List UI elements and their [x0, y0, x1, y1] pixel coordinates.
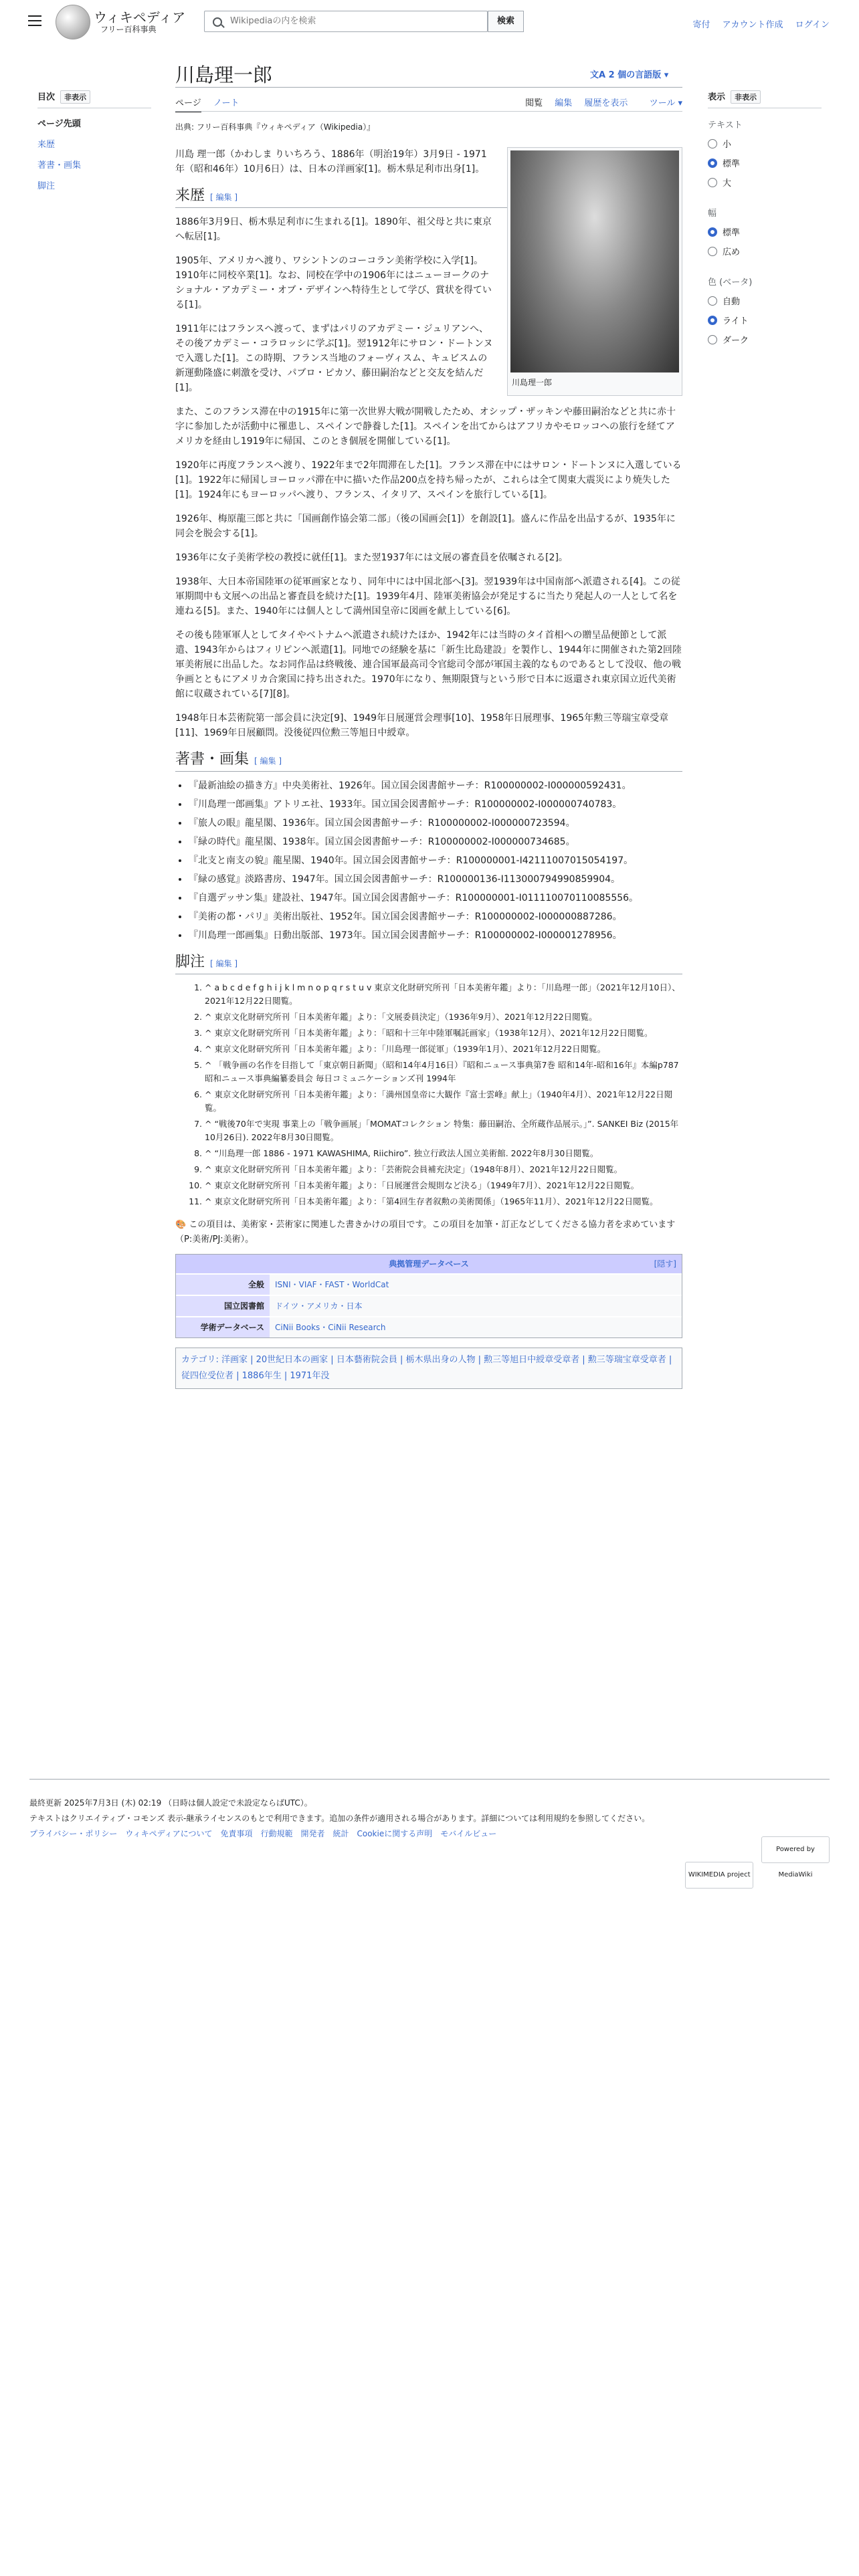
list-item: • 『最新油絵の描き方』中央美術社、1926年。国立国会図書館サーチ：R100000002-I000000592431。: [189, 778, 682, 793]
reference-item: 5. ^ 「戦争画の名作を目指して「東京朝日新聞」（昭和14年4月16日）『昭和ニュース事典第7巻 昭和14年-昭和16年』本編p787 昭和ニュース事典編纂委員会 毎日コミュニケーションズ刊 1994年: [205, 1059, 682, 1085]
appearance-panel: [708, 90, 822, 346]
appearance-header: 表示 非表示: [708, 90, 822, 108]
last-modified: 最終更新 2025年7月3日 (木) 02:19 （日時は個人設定で未設定ならばUTC）。: [29, 1798, 312, 1808]
page-tabs: [175, 96, 682, 108]
infobox: [507, 147, 682, 396]
authority-header: 典拠管理データベース [隠す]: [176, 1255, 682, 1273]
personal-tools: [683, 17, 830, 30]
category-links[interactable]: カテゴリ: 洋画家 | 20世紀日本の画家 | 日本藝術院会員 | 栃木県出身の人物 | 勲三等旭日中綬章受章者 | 勲三等瑞宝章受章者 | 従四位受位者 | 1886年生 | 1971年没: [175, 1348, 682, 1389]
list-item: • 『川島理一郎画集』アトリエ社、1933年。国立国会図書館サーチ：R100000002-I000000740783。: [189, 797, 682, 812]
list-item: • 『緑の時代』龍星閣、1938年。国立国会図書館サーチ：R100000002-I000000734685。: [189, 835, 682, 849]
article-body: [175, 147, 682, 1389]
section-notes: 脚注 [ 編集 ]: [175, 955, 682, 974]
history-paragraph: 1911年にはフランスへ渡って、まずはパリのアカデミー・ジュリアンへ、その後アカデミー・コラロッシに学ぶ[1]。翌1912年にサロン・ドートンヌで入選した[1]。この時期、フランス当地のフォーヴィスム、キュビスムの新運動隆盛に刺激を受け、パブロ・ピカソ、藤田嗣治などと交友を結んだ[1]。: [175, 324, 493, 393]
list-item: • 『美術の都・パリ』美術出版社、1952年。国立国会図書館サーチ：R100000002-I000000887286。: [189, 909, 682, 924]
section-works: 著書・画集 [ 編集 ]: [175, 752, 682, 772]
authority-row: 国立図書館 ドイツ・アメリカ・日本: [176, 1295, 682, 1316]
history-paragraph: 1938年、大日本帝国陸軍の従軍画家となり、同年中には中国北部へ[3]。翌1939年は中国南部へ派遣される[4]。この従軍期間中も文展への出品と審査員を続けた[1]。1939年4月、陸軍美術協会が発足するに当たり発起人の一人として名を連ねる[5]。また、1940年には個人として満州国皇帝に図画を献上している[6]。: [175, 576, 680, 617]
mediawiki-badge[interactable]: Powered by MediaWiki: [761, 1836, 830, 1863]
donate-link[interactable]: 寄付: [692, 20, 710, 30]
reference-item: 10. ^ 東京文化財研究所刊「日本美術年鑑」より：「日展運営会規則など決る」（1949年7月）、2021年12月22日閲覧。: [205, 1179, 682, 1192]
toc-item-works[interactable]: 著書・画集: [37, 160, 82, 171]
footer-links[interactable]: プライバシー・ポリシー ウィキペディアについて 免責事項 行動規範 開発者 統計 Cookieに関する声明 モバイルビュー: [29, 1829, 497, 1838]
page-footer: [29, 1779, 830, 1879]
logo-subtitle: フリー百科事典: [100, 25, 157, 34]
edit-link[interactable]: [ 編集 ]: [254, 756, 282, 766]
tab-page[interactable]: ページ: [175, 98, 201, 112]
radio-text-small[interactable]: 小: [708, 137, 822, 150]
search-button[interactable]: 検索: [488, 11, 524, 32]
history-paragraph: また、このフランス滞在中の1915年に第一次世界大戦が開戦したため、オシップ・ザッキンや藤田嗣治などと共に赤十字に参加したが活動中に罹患し、スペインで静養した[1]。スペインを出てからはアフリカやモロッコへの旅行を経てアメリカを経由し1919年に帰国、このとき個展を開催している[1]。: [175, 407, 676, 447]
reference-item: 7. ^ “戦後70年で実現 事業上の「戦争画展」「MOMATコレクション 特集：藤田嗣治、全所蔵作品展示。」”. SANKEI Biz (2015年10月26日). 2022年8月30日閲覧。: [205, 1117, 682, 1144]
radio-color-auto[interactable]: 自動: [708, 294, 822, 307]
radio-color-dark[interactable]: ダーク: [708, 333, 822, 346]
reference-item: 11. ^ 東京文化財研究所刊「日本美術年鑑」より：「第4回生存者叙勲の美術関係」（1965年11月）、2021年12月22日閲覧。: [205, 1195, 682, 1208]
reference-item: 3. ^ 東京文化財研究所刊「日本美術年鑑」より：「昭和十三年中陸軍嘱託画家」（1938年12月）、2021年12月22日閲覧。: [205, 1027, 682, 1040]
history-paragraph: 1936年に女子美術学校の教授に就任[1]。また翌1937年には文展の審査員を依嘱される[2]。: [175, 552, 568, 563]
search-icon: [213, 17, 222, 27]
toc-hide-button[interactable]: 非表示: [60, 90, 90, 104]
history-paragraph: 1905年、アメリカへ渡り、ワシントンのコーコラン美術学校に入学[1]。1910年に同校卒業[1]。なお、同校在学中の1906年にはニューヨークのナショナル・アカデミー・オブ・デザインへ特待生として学び、賞状を得ている[1]。: [175, 255, 492, 310]
reference-item: 8. ^ “川島理一郎 1886 - 1971 KAWASHIMA, Riichiro”. 独立行政法人国立美術館. 2022年8月30日閲覧。: [205, 1147, 682, 1160]
license-text: テキストはクリエイティブ・コモンズ 表示-継承ライセンスのもとで利用できます。追加の条件が適用される場合があります。詳細については利用規約を参照してください。: [29, 1814, 650, 1823]
list-item: • 『旅人の眼』龍星閣、1936年。国立国会図書館サーチ：R100000002-I000000723594。: [189, 816, 682, 831]
edit-link[interactable]: [ 編集 ]: [210, 959, 238, 968]
references-list: [175, 981, 682, 1208]
section-history: 来歴 [ 編集 ]: [175, 189, 682, 208]
radio-text-large[interactable]: 大: [708, 176, 822, 189]
site-subtitle: 出典: フリー百科事典『ウィキペディア（Wikipedia）』: [175, 122, 375, 132]
tab-edit[interactable]: 編集: [555, 98, 573, 108]
text-size-label: テキスト: [708, 120, 743, 130]
width-label: 幅: [708, 209, 717, 219]
radio-width-wide[interactable]: 広め: [708, 245, 822, 257]
toc-item-history[interactable]: 来歴: [37, 140, 56, 150]
radio-width-standard[interactable]: 標準: [708, 225, 822, 238]
history-paragraph: その後も陸軍軍人としてタイやベトナムへ派遣され続けたほか、1942年には当時のタイ首相への贈呈品便節として派遣、1943年からはフィリピンへ派遣[1]。同地での経験を基に「新生比島建設」を製作し、1944年に開催された第2回陸軍美術展に出品した。なお同作品は終戦後、連合国軍最高司令官総司令部が軍国主義的なものであるとして没収、他の戦争画とともにアメリカ合衆国に持ち出された。1970年になり、無期限貸与という形で日本に返還され東京国立近代美術館に収蔵されている[7][8]。: [175, 630, 682, 700]
create-account-link[interactable]: アカウント作成: [722, 20, 783, 30]
reference-item: 2. ^ 東京文化財研究所刊「日本美術年鑑」より：「文展委員決定」（1936年9月）、2021年12月22日閲覧。: [205, 1010, 682, 1024]
table-of-contents: [37, 90, 151, 191]
history-paragraph: 1926年、梅原龍三郎と共に「国画創作協会第二部」（後の国画会[1]）を創設[1]。盛んに作品を出品するが、1935年に同会を脱会する[1]。: [175, 514, 676, 539]
tab-read[interactable]: 閲覧: [525, 98, 543, 108]
search-box[interactable]: [204, 11, 488, 32]
portrait-image[interactable]: [510, 150, 679, 372]
history-paragraph: 1886年3月9日、栃木県足利市に生まれる[1]。1890年、祖父母と共に東京へ転居[1]。: [175, 217, 492, 242]
site-header: [0, 0, 859, 44]
reference-item: 9. ^ 東京文化財研究所刊「日本美術年鑑」より：「芸術院会員補充決定」（1948年8月）、2021年12月22日閲覧。: [205, 1163, 682, 1176]
authority-row: 学術データベース CiNii Books・CiNii Research: [176, 1316, 682, 1337]
authority-hide-link[interactable]: [隠す]: [654, 1259, 676, 1269]
list-item: • 『緑の感覚』淡路書房、1947年。国立国会図書館サーチ：R100000136-I113000794990859904。: [189, 872, 682, 887]
toc-item-top[interactable]: ページ先頭: [37, 119, 81, 129]
color-label: 色 (ベータ): [708, 278, 753, 288]
palette-icon: 🎨: [175, 1220, 189, 1230]
stub-notice: 🎨 この項目は、美術家・芸術家に関連した書きかけの項目です。この項目を加筆・訂正などしてくださる協力者を求めています（P:美術/PJ:美術）。: [175, 1220, 676, 1245]
tab-tools[interactable]: ツール ▾: [649, 98, 682, 108]
works-list: [175, 778, 682, 943]
radio-color-light[interactable]: ライト: [708, 314, 822, 326]
radio-text-standard[interactable]: 標準: [708, 156, 822, 169]
list-item: • 『自選デッサン集』建設社、1947年。国立国会図書館サーチ：R100000001-I011110070110085556。: [189, 891, 682, 905]
menu-icon[interactable]: [28, 15, 41, 26]
list-item: • 『川島理一郎画集』日動出版部、1973年。国立国会図書館サーチ：R100000002-I000001278956。: [189, 928, 682, 943]
image-caption: 川島理一郎: [512, 378, 553, 387]
language-button[interactable]: 文A 2 個の言語版 ▾: [590, 70, 669, 80]
authority-control: [175, 1254, 682, 1338]
history-paragraph: 1948年日本芸術院第一部会員に決定[9]、1949年日展運営会理事[10]、1958年日展理事、1965年勲三等瑞宝章受章[11]、1969年日展顧問。没後従四位勲三等旭日中綬章。: [175, 713, 669, 738]
wikipedia-logo-icon[interactable]: [56, 5, 90, 39]
logo-title[interactable]: ウィキペディア: [94, 9, 186, 25]
reference-item: 6. ^ 東京文化財研究所刊「日本美術年鑑」より：「満州国皇帝に大観作『富士雲峰』献上」（1940年4月）、2021年12月22日閲覧。: [205, 1088, 682, 1115]
intro-paragraph: 川島 理一郎（かわしま りいちろう、1886年（明治19年）3月9日 - 1971年（昭和46年）10月6日）は、日本の洋画家[1]。栃木県足利市出身[1]。: [175, 149, 487, 175]
edit-link[interactable]: [ 編集 ]: [210, 193, 238, 202]
reference-item: 4. ^ 東京文化財研究所刊「日本美術年鑑」より：「川島理一郎従軍」（1939年1月）、2021年12月22日閲覧。: [205, 1043, 682, 1056]
history-paragraph: 1920年に再度フランスへ渡り、1922年まで2年間滞在した[1]。フランス滞在中にはサロン・ドートンヌに入選している[1]。1922年に帰国しヨーロッパ滞在中に描いた作品200点を持ち帰ったが、これらは全て関東大震災により焼失した[1]。1924年にもヨーロッパへ渡り、フランス、イタリア、スペインを旅行している[1]。: [175, 460, 682, 500]
appearance-hide-button[interactable]: 非表示: [731, 90, 761, 104]
toc-header: 目次 非表示: [37, 90, 151, 108]
toc-item-notes[interactable]: 脚注: [37, 181, 56, 191]
list-item: • 『北支と南支の貌』龍星閣、1940年。国立国会図書館サーチ：R100000001-I421110070150541​97。: [189, 853, 682, 868]
authority-row: 全般 ISNI・VIAF・FAST・WorldCat: [176, 1273, 682, 1295]
search-input[interactable]: [229, 15, 479, 27]
tab-history[interactable]: 履歴を表示: [584, 98, 628, 108]
page-title: 川島理一郎: [175, 64, 273, 86]
tab-talk[interactable]: ノート: [213, 98, 240, 108]
wikimedia-badge[interactable]: WIKIMEDIA project: [685, 1862, 753, 1889]
login-link[interactable]: ログイン: [795, 20, 830, 30]
reference-item: 1. ^ a b c d e f g h i j k l m n o p q r s t u v 東京文化財研究所刊「日本美術年鑑」より：「川島理一郎」（2021年12月10日）、2021年12月22日閲覧。: [205, 981, 682, 1008]
